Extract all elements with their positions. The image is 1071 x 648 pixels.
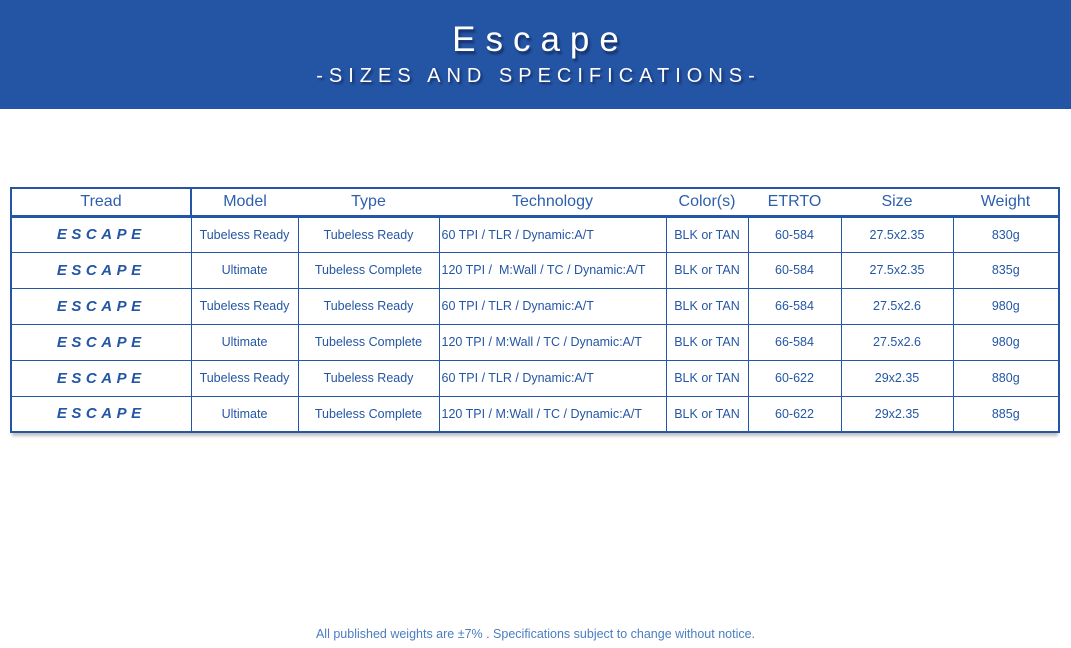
page-title: Escape [452,20,629,60]
cell-size: 27.5x2.35 [841,252,953,288]
cell-model: Tubeless Ready [191,288,298,324]
column-header-colors: Color(s) [666,188,748,216]
cell-technology: 60 TPI / TLR / Dynamic:A/T [439,360,666,396]
cell-tread: ESCAPE [11,288,191,324]
cell-model: Ultimate [191,396,298,432]
cell-tread: ESCAPE [11,360,191,396]
cell-type: Tubeless Complete [298,396,439,432]
cell-weight: 880g [953,360,1059,396]
column-header-tread: Tread [11,188,191,216]
cell-colors: BLK or TAN [666,288,748,324]
header-banner [0,0,1071,109]
column-header-technology: Technology [439,188,666,216]
cell-model: Ultimate [191,324,298,360]
cell-size: 29x2.35 [841,360,953,396]
table-row [11,288,1059,324]
cell-type: Tubeless Complete [298,252,439,288]
cell-tread: ESCAPE [11,396,191,432]
cell-weight: 885g [953,396,1059,432]
cell-technology: 60 TPI / TLR / Dynamic:A/T [439,288,666,324]
header-row [11,188,1059,216]
column-header-size: Size [841,188,953,216]
table-row [11,252,1059,288]
table-row [11,324,1059,360]
cell-technology: 60 TPI / TLR / Dynamic:A/T [439,216,666,252]
column-header-etrto: ETRTO [748,188,841,216]
cell-colors: BLK or TAN [666,216,748,252]
cell-model: Ultimate [191,252,298,288]
cell-type: Tubeless Complete [298,324,439,360]
cell-weight: 835g [953,252,1059,288]
cell-weight: 830g [953,216,1059,252]
cell-weight: 980g [953,288,1059,324]
cell-technology: 120 TPI / M:Wall / TC / Dynamic:A/T [439,324,666,360]
cell-technology: 120 TPI / M:Wall / TC / Dynamic:A/T [439,396,666,432]
cell-tread: ESCAPE [11,216,191,252]
cell-model: Tubeless Ready [191,360,298,396]
column-header-model: Model [191,188,298,216]
cell-etrto: 66-584 [748,288,841,324]
cell-type: Tubeless Ready [298,216,439,252]
table-body [11,216,1059,432]
sizes-specifications-table [10,187,1060,433]
cell-technology: 120 TPI / M:Wall / TC / Dynamic:A/T [439,252,666,288]
column-header-type: Type [298,188,439,216]
cell-etrto: 60-584 [748,252,841,288]
cell-size: 29x2.35 [841,396,953,432]
page-subtitle: -SIZES AND SPECIFICATIONS- [316,64,761,87]
table-row [11,216,1059,252]
cell-colors: BLK or TAN [666,252,748,288]
cell-colors: BLK or TAN [666,324,748,360]
cell-tread: ESCAPE [11,252,191,288]
cell-weight: 980g [953,324,1059,360]
table-row [11,360,1059,396]
cell-size: 27.5x2.6 [841,288,953,324]
cell-size: 27.5x2.35 [841,216,953,252]
column-header-weight: Weight [953,188,1059,216]
cell-type: Tubeless Ready [298,288,439,324]
cell-size: 27.5x2.6 [841,324,953,360]
cell-colors: BLK or TAN [666,360,748,396]
cell-etrto: 60-622 [748,360,841,396]
weights-disclaimer: All published weights are ±7% . Specifications subject to change without notice. [315,627,756,641]
cell-colors: BLK or TAN [666,396,748,432]
cell-etrto: 60-584 [748,216,841,252]
table-row [11,396,1059,432]
cell-tread: ESCAPE [11,324,191,360]
cell-type: Tubeless Ready [298,360,439,396]
cell-etrto: 60-622 [748,396,841,432]
cell-model: Tubeless Ready [191,216,298,252]
cell-etrto: 66-584 [748,324,841,360]
